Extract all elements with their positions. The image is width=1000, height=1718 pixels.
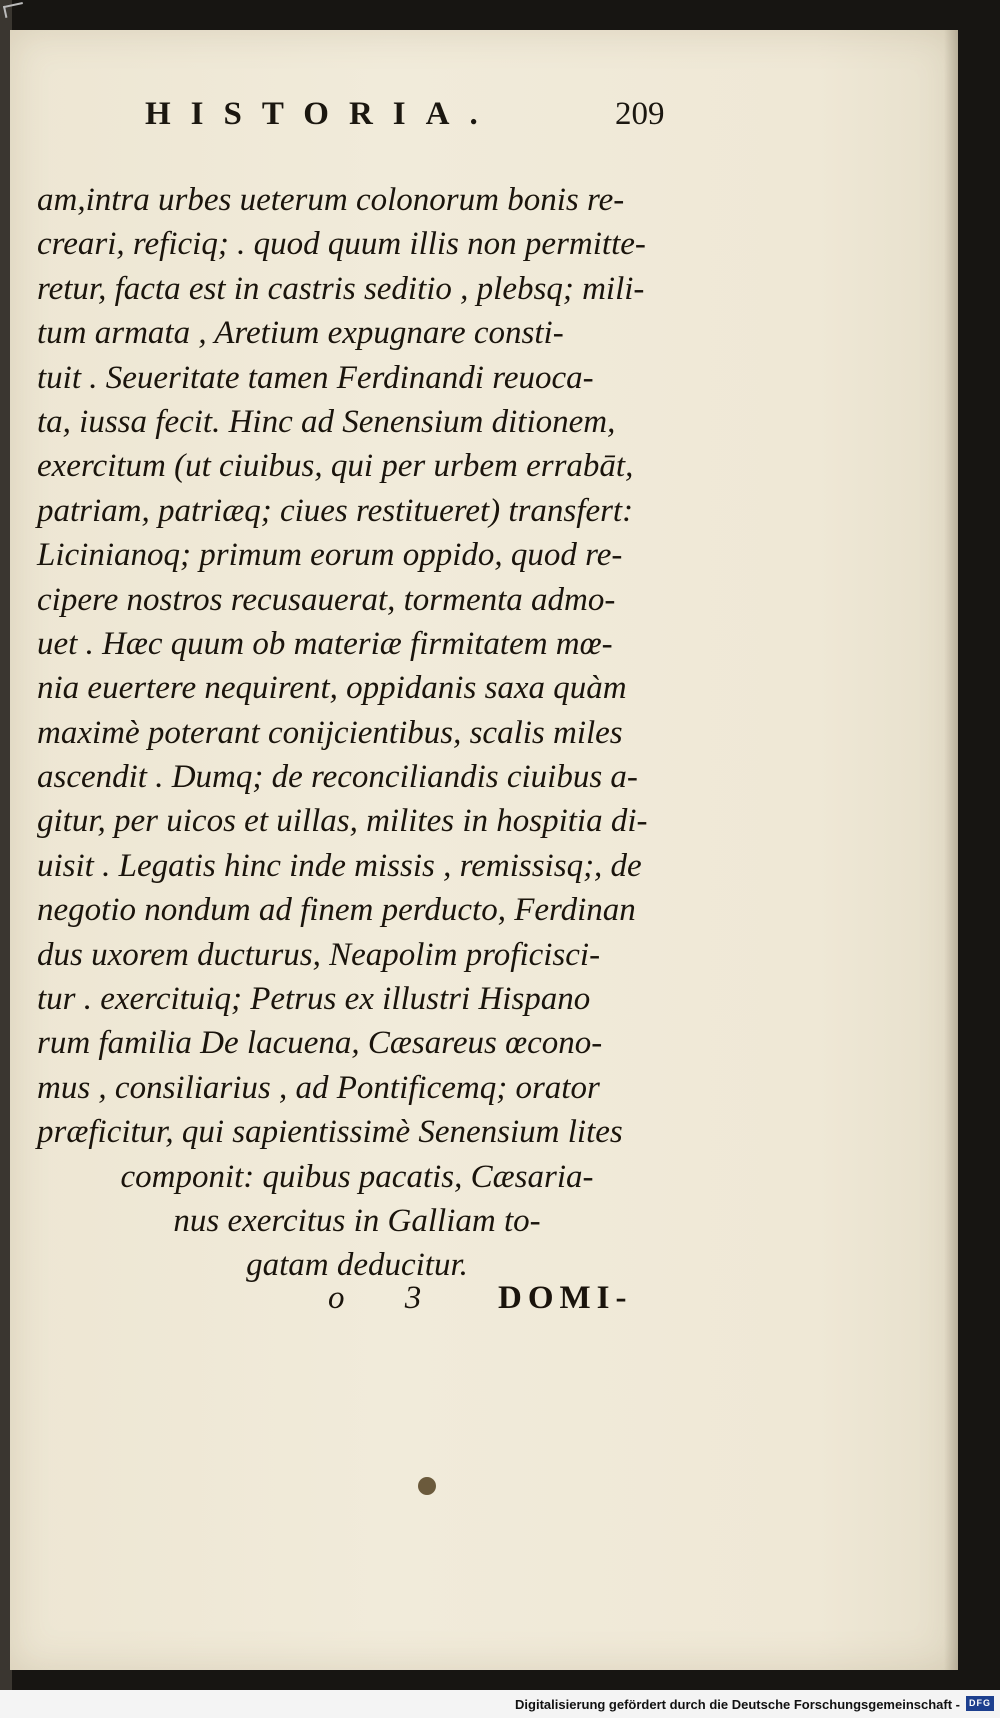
- text-line: ascendit . Dumq; de reconciliandis ciuibus a-: [37, 759, 638, 796]
- text-line: tum armata , Aretium expugnare consti-: [37, 315, 564, 352]
- text-line: tur . exercituiq; Petrus ex illustri Hispano: [37, 981, 591, 1018]
- page-number: 209: [615, 96, 665, 132]
- closing-line: componit: quibus pacatis, Cæsaria-: [120, 1158, 594, 1195]
- text-line: præficitur, qui sapientissimè Senensium lites: [37, 1114, 623, 1151]
- text-line: dus uxorem ducturus, Neapolim proficisci-: [37, 936, 601, 973]
- book-page: [10, 30, 958, 1670]
- closing-line: gatam deducitur.: [246, 1247, 468, 1284]
- catchword-line: [10, 1280, 958, 1330]
- text-line: maximè poterant conijcientibus, scalis miles: [37, 714, 623, 751]
- text-line: patriam, patriæq; ciues restitueret) transfert:: [37, 492, 634, 529]
- text-line: cipere nostros recusauerat, tormenta admo-: [37, 581, 616, 618]
- catchword: DOMI-: [498, 1280, 633, 1316]
- dfg-logo-icon: DFG: [966, 1696, 994, 1711]
- text-line: exercitum (ut ciuibus, qui per urbem errabāt,: [37, 448, 634, 485]
- text-line: creari, reficiq; . quod quum illis non permitte-: [37, 226, 646, 263]
- funding-note: Digitalisierung gefördert durch die Deutsche Forschungsgemeinschaft -: [515, 1697, 960, 1712]
- text-line: negotio nondum ad finem perducto, Ferdinan: [37, 892, 636, 929]
- text-line: uet . Hæc quum ob materiæ firmitatem mœ-: [37, 625, 613, 662]
- page-edge-shadow: [944, 30, 958, 1670]
- footer-bar: [0, 1690, 1000, 1718]
- text-line: retur, facta est in castris seditio , plebsq; mili-: [37, 270, 645, 307]
- page-header: [10, 96, 958, 146]
- text-line: uisit . Legatis hinc inde missis , remissisq;, de: [37, 847, 642, 884]
- text-line: Licinianoq; primum eorum oppido, quod re-: [37, 537, 623, 574]
- closing-line: nus exercitus in Galliam to-: [173, 1202, 541, 1239]
- text-line: gitur, per uicos et uillas, milites in hospitia di-: [37, 803, 648, 840]
- text-line: ta, iussa fecit. Hinc ad Senensium ditionem,: [37, 403, 616, 440]
- body-text: [37, 178, 677, 1288]
- ink-dot: [418, 1477, 436, 1495]
- text-line: nia euertere nequirent, oppidanis saxa quàm: [37, 670, 627, 707]
- signature-mark: o 3: [328, 1280, 448, 1316]
- text-line: tuit . Seueritate tamen Ferdinandi reuoca-: [37, 359, 594, 396]
- text-line: mus , consiliarius , ad Pontificemq; orator: [37, 1069, 600, 1106]
- text-line: rum familia De lacuena, Cæsareus œcono-: [37, 1025, 603, 1062]
- running-head: HISTORIA.: [145, 96, 498, 132]
- text-line: am,intra urbes ueterum colonorum bonis re-: [37, 182, 625, 218]
